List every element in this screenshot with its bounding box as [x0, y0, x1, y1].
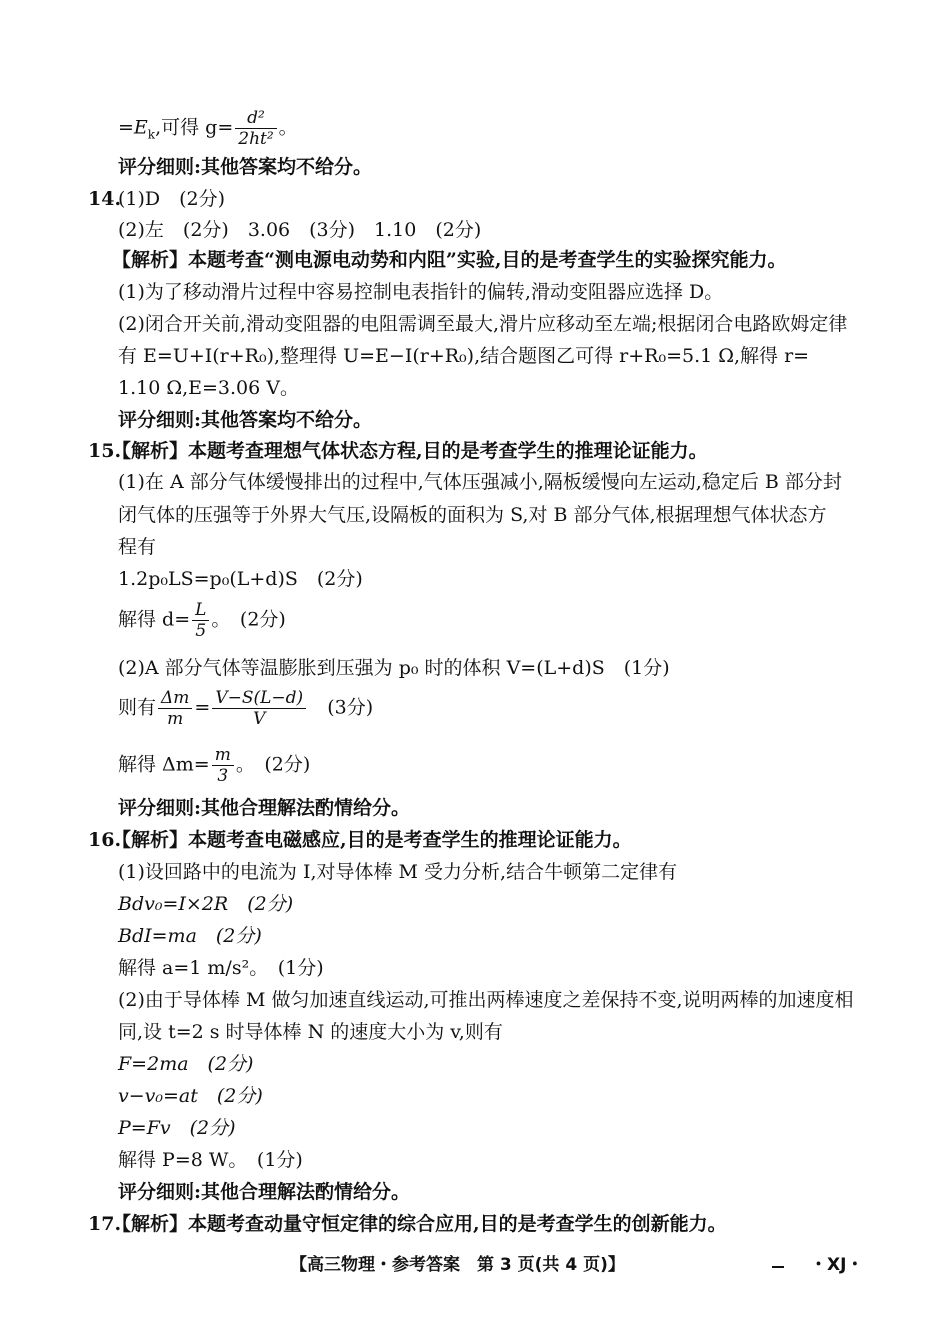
q16-equation: 解得 P=8 W。 (1分) [118, 1149, 303, 1171]
q16-equation: 解得 a=1 m/s²。 (1分) [118, 957, 324, 979]
fraction-numerator: V−S(L−d) [212, 688, 306, 709]
q16-analysis-heading: 【解析】本题考查电磁感应,目的是考查学生的推理论证能力。 [112, 829, 632, 851]
d-fraction [192, 600, 209, 641]
question-number-14: 14. [88, 188, 122, 210]
equals-sign: = [194, 696, 211, 719]
q14-analysis-line: (1)为了移动滑片过程中容易控制电表指针的偏转,滑动变阻器应选择 D。 [118, 281, 724, 303]
formula-line [118, 108, 298, 149]
footer-dash [772, 1266, 784, 1268]
q15-analysis-line: (2)A 部分气体等温膨胀到压强为 p₀ 时的体积 V=(L+d)S (1分) [118, 657, 670, 679]
q14-analysis-line: 1.10 Ω,E=3.06 V。 [118, 377, 299, 399]
fraction-numerator: d² [235, 108, 276, 129]
question-number-17: 17. [88, 1213, 122, 1235]
scoring-rule: 评分细则:其他答案均不给分。 [118, 409, 373, 431]
page-footer: 【高三物理・参考答案 第 3 页(共 4 页)】 [290, 1255, 625, 1275]
q14-answer-1: (1)D (2分) [118, 188, 226, 210]
q17-analysis-heading: 【解析】本题考查动量守恒定律的综合应用,目的是考查学生的创新能力。 [112, 1213, 727, 1235]
q16-equation: P=Fv (2分) [118, 1117, 236, 1139]
q15-equation: 1.2p₀LS=p₀(L+d)S (2分) [118, 568, 363, 590]
q16-analysis-line: (1)设回路中的电流为 I,对导体棒 M 受力分析,结合牛顿第二定律有 [118, 861, 678, 883]
q16-equation: F=2ma (2分) [118, 1053, 254, 1075]
fraction-denominator: 5 [195, 621, 207, 641]
delta-m-fraction [212, 745, 234, 786]
energy-subscript: k [147, 127, 156, 142]
scoring-rule: 评分细则:其他答案均不给分。 [118, 156, 373, 178]
equation-suffix: (3分) [308, 696, 374, 719]
solution-suffix: 。 (2分) [235, 753, 311, 776]
q15-analysis-line: 闭气体的压强等于外界大气压,设隔板的面积为 S,对 B 部分气体,根据理想气体状态方 [118, 504, 827, 526]
volume-ratio-fraction [212, 688, 306, 729]
g-fraction [235, 108, 276, 149]
formula-end: 。 [278, 116, 298, 139]
q14-analysis-line: 有 E=U+I(r+R₀),整理得 U=E−I(r+R₀),结合题图乙可得 r+R₀=5.1 Ω,解得 r= [118, 345, 810, 367]
scoring-rule: 评分细则:其他合理解法酌情给分。 [118, 1181, 411, 1203]
mass-ratio-fraction [158, 688, 192, 729]
fraction-numerator: L [192, 600, 209, 621]
fraction-denominator: 3 [217, 766, 229, 786]
fraction-denominator: V [253, 709, 266, 729]
solution-prefix: 解得 d= [118, 608, 191, 631]
q14-analysis-line: (2)闭合开关前,滑动变阻器的电阻需调至最大,滑片应移动至左端;根据闭合电路欧姆定律 [118, 313, 848, 335]
q16-equation: BdI=ma (2分) [118, 925, 262, 947]
q15-equation-2 [118, 688, 373, 729]
q14-answer-2: (2)左 (2分) 3.06 (3分) 1.10 (2分) [118, 219, 482, 241]
equation-prefix: 则有 [118, 696, 157, 719]
fraction-denominator: 2ht² [238, 129, 274, 149]
fraction-denominator: m [167, 709, 184, 729]
energy-symbol: =E [118, 116, 148, 139]
q16-equation: Bdv₀=I×2R (2分) [118, 893, 294, 915]
scoring-rule: 评分细则:其他合理解法酌情给分。 [118, 797, 411, 819]
q16-analysis-line: (2)由于导体棒 M 做匀加速直线运动,可推出两棒速度之差保持不变,说明两棒的加速度相 [118, 989, 854, 1011]
q14-analysis-heading: 【解析】本题考查“测电源电动势和内阻”实验,目的是考查学生的实验探究能力。 [112, 249, 787, 271]
q15-analysis-line: (1)在 A 部分气体缓慢排出的过程中,气体压强减小,隔板缓慢向左运动,稳定后 B 部分封 [118, 471, 842, 493]
q15-solution-2 [118, 745, 310, 786]
question-number-15: 15. [88, 440, 122, 462]
q15-analysis-line: 程有 [118, 536, 157, 558]
fraction-numerator: m [212, 745, 234, 766]
q15-analysis-heading: 【解析】本题考查理想气体状态方程,目的是考查学生的推理论证能力。 [112, 440, 708, 462]
solution-suffix: 。 (2分) [211, 608, 286, 631]
question-number-16: 16. [88, 829, 122, 851]
solution-prefix: 解得 Δm= [118, 753, 210, 776]
q15-solution-1 [118, 600, 286, 641]
footer-code: ・XJ・ [810, 1255, 864, 1275]
q16-equation: v−v₀=at (2分) [118, 1085, 263, 1107]
formula-text: ,可得 g= [155, 116, 234, 139]
q16-analysis-line: 同,设 t=2 s 时导体棒 N 的速度大小为 v,则有 [118, 1021, 503, 1043]
fraction-numerator: Δm [158, 688, 192, 709]
